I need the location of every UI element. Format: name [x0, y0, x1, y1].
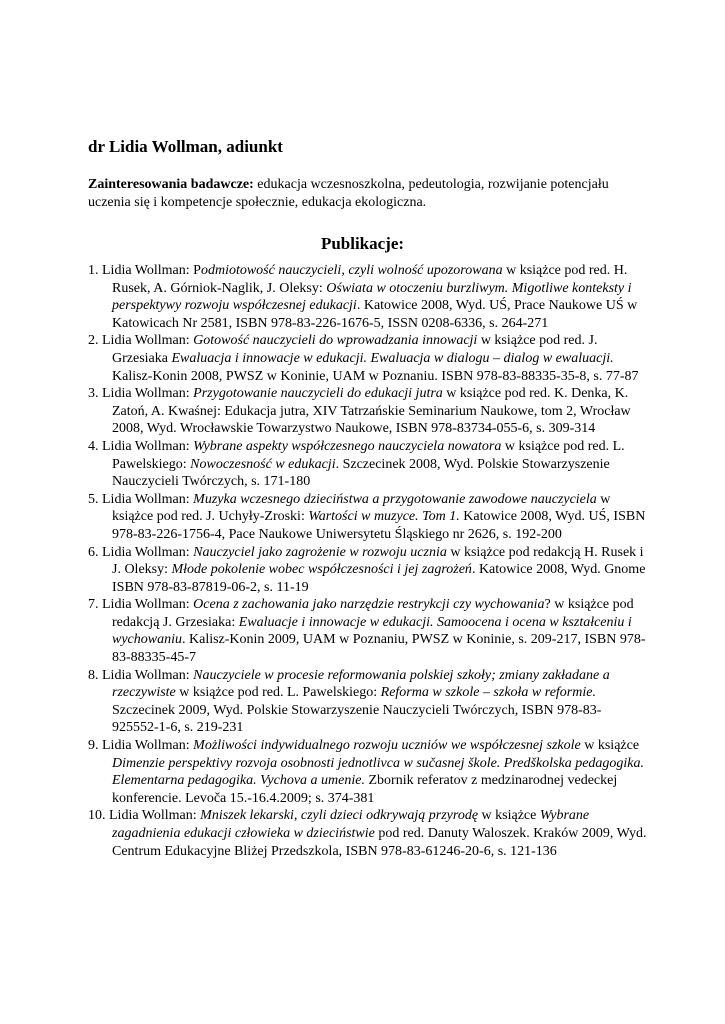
publication-title-italic: Wybrane zagadnienia edukacji człowieka w dzieciństwie — [112, 808, 590, 841]
publication-title-italic: Młode pokolenie wobec współczesności i jej zagrożeń — [171, 562, 472, 578]
publication-text: w książce pod red. L. Pawelskiego: — [175, 685, 381, 701]
publication-text: Katowice 2008, Wyd. UŚ, ISBN 978-83-226-1756-4, Pace Naukowe Uniwersytetu Śląskiego nr 2626, s. 192-200 — [112, 509, 646, 542]
publication-text: 8. Lidia Wollman: — [88, 667, 194, 683]
publication-item — [88, 385, 648, 438]
publication-title-italic: Możliwości indywidualnego rozwoju uczniów we współczesnej szkole — [193, 738, 581, 754]
publication-text: . Kalisz-Konin 2009, UAM w Poznaniu, PWSZ w Koninie, s. 209-217, ISBN 978-83-88335-45-7 — [112, 632, 646, 666]
publication-text: Kalisz-Konin 2008, PWSZ w Koninie, UAM w Poznaniu. ISBN 978-83-88335-35-8, s. 77-87 — [112, 368, 639, 384]
publication-text: 4. Lidia Wollman: — [88, 438, 194, 454]
publication-title-italic: Przygotowanie nauczycieli do edukacji jutra — [193, 386, 443, 402]
research-interests-label: Zainteresowania badawcze: — [88, 177, 254, 192]
publication-title-italic: Mniszek lekarski, czyli dzieci odkrywają przyrodę — [200, 808, 479, 824]
publication-item — [88, 667, 648, 737]
publication-title-italic: Reforma w szkole – szkoła w reformie. — [380, 685, 596, 701]
publication-item — [88, 544, 648, 597]
author-name: dr Lidia Wollman — [88, 137, 218, 156]
publication-text: 7. Lidia Wollman: — [88, 597, 194, 613]
publications-heading-text: Publikacje: — [320, 234, 405, 253]
publication-text: 6. Lidia Wollman: — [88, 544, 194, 560]
publication-item — [88, 332, 648, 385]
author-role: , adiunkt — [217, 137, 283, 156]
publication-text: 5. Lidia Wollman: — [88, 491, 194, 507]
publication-text: pod red. Danuty Waloszek. Kraków 2009, Wyd. Centrum Edukacyjne Bliżej Przedszkola, ISBN 978-83-61246-20-6, s. 121-136 — [112, 826, 647, 859]
publication-title-italic: Oświata w otoczeniu burzliwym. Migotliwe konteksty i perspektywy rozwoju współczesnej edukacji — [112, 280, 632, 314]
publication-text: 3. Lidia Wollman: — [88, 386, 194, 402]
publication-title-italic: Wybrane aspekty współczesnego nauczyciela nowatora — [193, 438, 502, 454]
publications-heading — [0, 233, 725, 255]
publication-text: w książce — [580, 738, 640, 754]
publication-text: w książce pod redakcją H. Rusek i J. Oleksy: — [112, 544, 644, 578]
publication-item — [88, 491, 648, 544]
publication-text: 9. Lidia Wollman: — [88, 738, 194, 754]
publication-title-italic: Ocena z zachowania jako narzędzie restrykcji czy wychowania — [193, 597, 545, 613]
publication-title-italic: Wartości w muzyce. Tom 1. — [308, 509, 460, 525]
publication-text: 2. Lidia Wollman: — [88, 333, 194, 349]
research-interests — [88, 176, 648, 212]
author-heading — [88, 136, 283, 158]
publication-text: Szczecinek 2009, Wyd. Polskie Stowarzyszenie Nauczycieli Twórczych, ISBN 978-83-925552-1-6, s. 219-231 — [112, 702, 602, 736]
publication-text: Zbornik referatov z medzinarodnej vedeckej konferencie. Levoča 15.-16.4.2009; s. 374-381 — [112, 773, 618, 806]
publication-text: w książce — [478, 808, 540, 824]
publication-title-italic: Nauczyciele w procesie reformowania polskiej szkoły; zmiany zakładane a rzeczywiste — [112, 667, 610, 701]
publication-text: w książce pod red. L. Pawelskiego: — [112, 438, 625, 472]
publication-title-italic: odmiotowość nauczycieli, czyli wolność upozorowana — [200, 263, 503, 278]
publication-title-italic: Muzyka wczesnego dzieciństwa a przygotowanie zawodowe nauczyciela — [193, 491, 597, 507]
research-interests-text: edukacja wczesnoszkolna, pedeutologia, rozwijanie potencjału uczenia się i kompetencje społecznie, edukacja ekologiczna. — [88, 177, 609, 210]
publication-text: . Szczecinek 2008, Wyd. Polskie Stowarzyszenie Nauczycieli Twórczych, s. 171-180 — [112, 456, 610, 490]
publication-text: w książce pod red. J. Uchyły-Zroski: — [112, 491, 611, 525]
publication-text: 10. Lidia Wollman: — [88, 808, 201, 824]
publication-title-italic: Nauczyciel jako zagrożenie w rozwoju ucznia — [193, 544, 447, 560]
publication-text: . Katowice 2008, Wyd. UŚ, Prace Naukowe UŚ w Katowicach Nr 2581, ISBN 978-83-226-1676-5, ISSN 0208-6336, s. 264-271 — [112, 298, 638, 331]
publication-text: ? w książce pod redakcją J. Grzesiaka: — [112, 597, 634, 630]
publication-text: w książce pod red. K. Denka, K. Zatoń, A. Kwaśnej: Edukacja jutra, XIV Tatrzańskie Seminarium Naukowe, tom 2, Wrocław 2008, Wyd. Wrocławskie Towarzystwo Naukowe, ISBN 978-83734-055-6, s. 309-314 — [112, 386, 631, 437]
publication-item — [88, 737, 648, 807]
publication-title-italic: Nowoczesność w edukacji — [190, 456, 336, 472]
publication-text: w książce pod red. J. Grzesiaka — [112, 333, 598, 366]
publications-list — [88, 262, 648, 860]
publication-item — [88, 807, 648, 860]
publication-item — [88, 262, 648, 332]
publication-item — [88, 596, 648, 666]
publication-title-italic: Dimenzie perspektivy rozvoja osobnosti jednotlivca w sučasnej škole. Predškolska pedagogika. Elementarna pedagogika. Vychova a umenie. — [112, 755, 645, 789]
publication-text: . Katowice 2008, Wyd. Gnome ISBN 978-83-87819-06-2, s. 11-19 — [112, 562, 646, 595]
publication-title-italic: Ewaluacje i innowacje w edukacji. Samoocena i ocena w kształceniu i wychowaniu — [112, 614, 632, 648]
publication-text: 1. Lidia Wollman: P — [88, 263, 201, 278]
publication-title-italic: Gotowość nauczycieli do wprowadzania innowacji — [193, 333, 478, 349]
publication-title-italic: Ewaluacja i innowacje w edukacji. Ewaluacja w dialogu – dialog w ewaluacji. — [171, 350, 614, 366]
publication-text: w książce pod red. H. Rusek, A. Górniok-Naglik, J. Oleksy: — [112, 263, 628, 296]
publication-item — [88, 438, 648, 491]
